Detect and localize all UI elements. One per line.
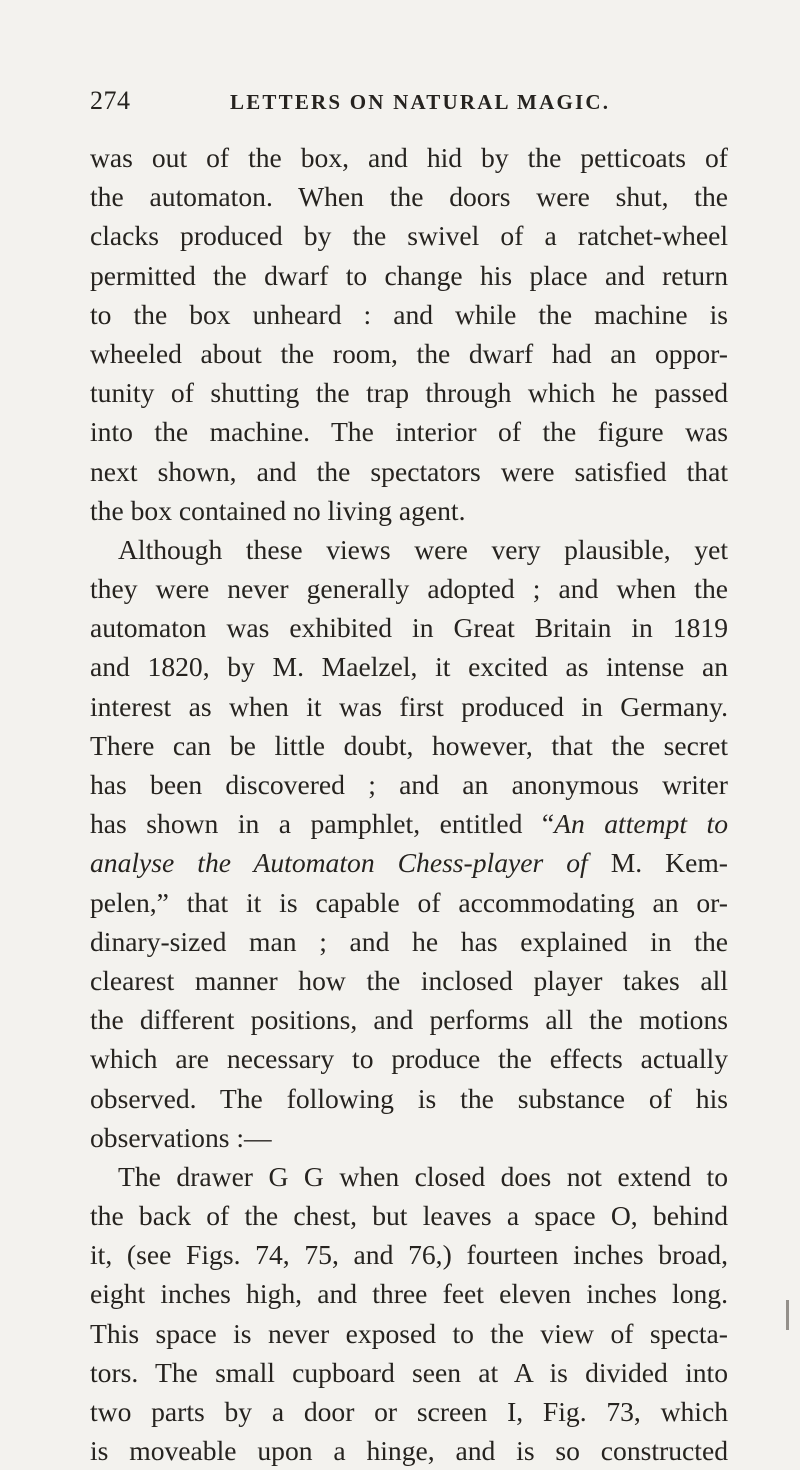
text-line: they were never generally adopted ; and when the <box>90 573 728 605</box>
text-line: two parts by a door or screen I, Fig. 73, which <box>90 1396 728 1427</box>
text-line: Although these views were very plausible, yet <box>118 533 728 565</box>
text-line: the back of the chest, but leaves a space O, behind <box>90 1200 728 1232</box>
text-line: into the machine. The interior of the figure was <box>90 416 728 448</box>
text-line: clacks produced by the swivel of a ratchet-wheel <box>90 220 728 252</box>
text-line <box>90 843 728 882</box>
italic-title-run: An attempt to <box>554 808 728 840</box>
text-line: has been discovered ; and an anonymous writer <box>90 769 728 800</box>
text-line: interest as when it was first produced in Germany. <box>90 690 728 722</box>
text-run: M. Kem- <box>610 847 728 879</box>
text-line: observed. The following is the substance of his <box>90 1082 728 1114</box>
text-line: dinary-sized man ; and he has explained in the <box>90 925 728 957</box>
text-line: the box contained no living agent. <box>90 494 466 526</box>
text-line: is moveable upon a hinge, and is so constructed <box>90 1435 728 1467</box>
page-edge-mark <box>786 1300 789 1330</box>
italic-title-run: analyse the Automaton Chess-player of <box>90 847 588 879</box>
text-line: clearest manner how the inclosed player takes all <box>90 964 728 996</box>
page-header <box>90 86 720 126</box>
text-line <box>90 804 728 843</box>
running-head: LETTERS ON NATURAL MAGIC. <box>230 90 611 114</box>
text-line: wheeled about the room, the dwarf had an oppor- <box>90 337 728 369</box>
text-line: to the box unheard : and while the machine is <box>90 298 728 330</box>
text-run: has shown in a pamphlet, entitled “ <box>90 808 555 840</box>
text-line: observations :— <box>90 1121 272 1153</box>
text-line: the different positions, and performs all the motions <box>90 1004 728 1036</box>
text-line: automaton was exhibited in Great Britain in 1819 <box>90 612 728 644</box>
body-text <box>90 138 728 1470</box>
page-number: 274 <box>90 86 131 115</box>
text-line: next shown, and the spectators were satisfied that <box>90 455 728 487</box>
text-line: which are necessary to produce the effects actually <box>90 1043 728 1075</box>
text-line: and 1820, by M. Maelzel, it excited as intense an <box>90 651 728 683</box>
text-line: tunity of shutting the trap through which he passed <box>90 377 728 409</box>
text-line: This space is never exposed to the view of specta- <box>90 1317 728 1349</box>
text-line: tors. The small cupboard seen at A is divided into <box>90 1356 728 1388</box>
text-line: The drawer G G when closed does not extend to <box>118 1160 728 1192</box>
text-line: the automaton. When the doors were shut, the <box>90 181 728 213</box>
text-line: it, (see Figs. 74, 75, and 76,) fourteen inches broad, <box>90 1239 728 1271</box>
text-line: was out of the box, and hid by the petticoats of <box>90 142 728 173</box>
text-line: There can be little doubt, however, that the secret <box>90 729 728 761</box>
text-line: permitted the dwarf to change his place and return <box>90 259 728 291</box>
text-line: pelen,” that it is capable of accommodating an or- <box>90 886 728 918</box>
text-line: eight inches high, and three feet eleven inches long. <box>90 1278 728 1310</box>
